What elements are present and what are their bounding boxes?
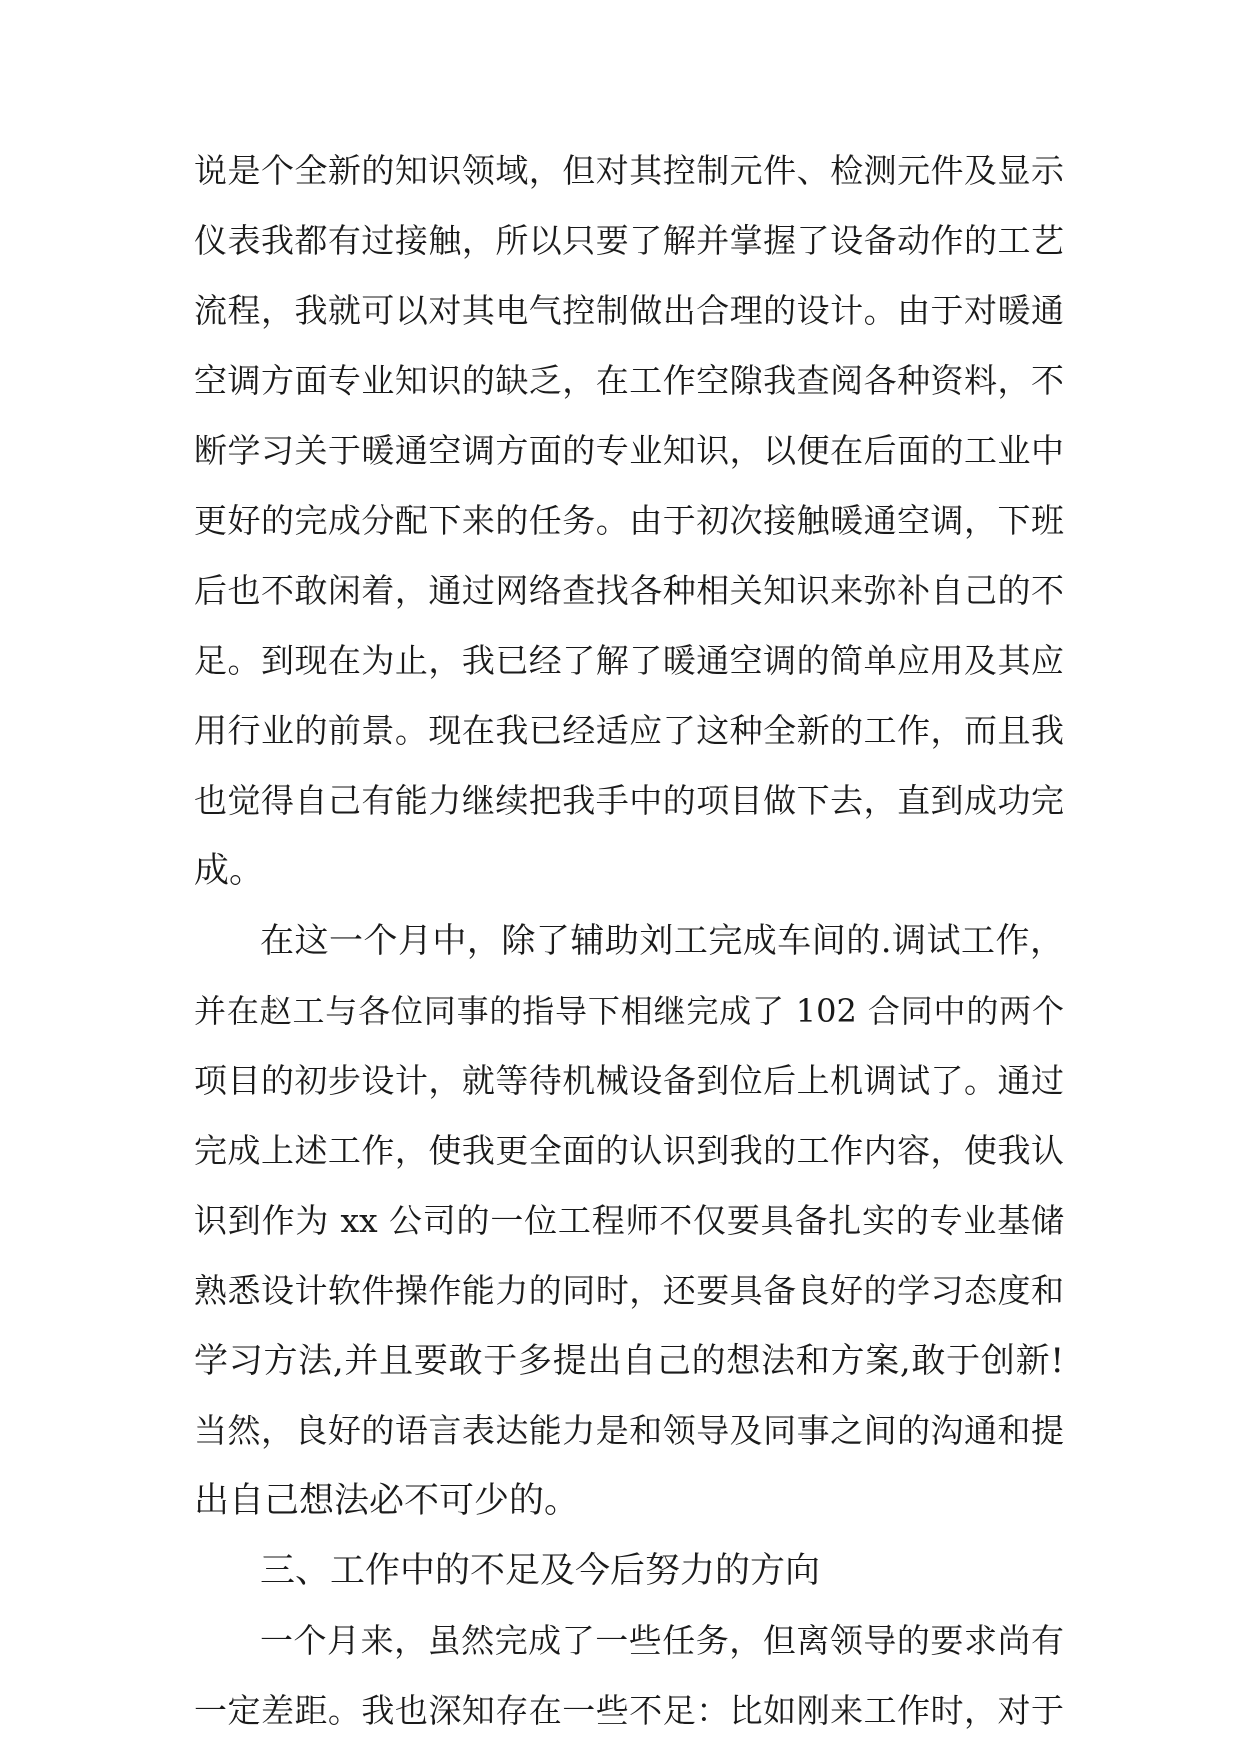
paragraph-first-line: 在这一个月中，除了辅助刘工完成车间的.调试工作， bbox=[260, 921, 1064, 961]
text-line: 学习方法,并且要敢于多提出自己的想法和方案,敢于创新! bbox=[194, 1341, 1064, 1381]
text-line: 出自己想法必不可少的。 bbox=[194, 1481, 580, 1521]
text-line: 成。 bbox=[194, 851, 265, 891]
text-line: 仪表我都有过接触，所以只要了解并掌握了设备动作的工艺 bbox=[194, 221, 1064, 260]
text-line: 更好的完成分配下来的任务。由于初次接触暖通空调，下班 bbox=[194, 501, 1064, 540]
text-line: 熟悉设计软件操作能力的同时，还要具备良好的学习态度和 bbox=[194, 1271, 1064, 1310]
paragraph-first-line: 一个月来，虽然完成了一些任务，但离领导的要求尚有 bbox=[260, 1621, 1064, 1660]
text-line: 并在赵工与各位同事的指导下相继完成了 102 合同中的两个 bbox=[194, 992, 1064, 1030]
text-line: 用行业的前景。现在我已经适应了这种全新的工作，而且我 bbox=[194, 711, 1064, 750]
text-line: 一定差距。我也深知存在一些不足：比如刚来工作时，对于 bbox=[194, 1691, 1064, 1730]
text-line: 当然，良好的语言表达能力是和领导及同事之间的沟通和提 bbox=[194, 1411, 1064, 1450]
section-heading: 三、工作中的不足及今后努力的方向 bbox=[260, 1551, 821, 1591]
text-line: 后也不敢闲着，通过网络查找各种相关知识来弥补自己的不 bbox=[194, 571, 1064, 610]
text-line: 项目的初步设计，就等待机械设备到位后上机调试了。通过 bbox=[194, 1061, 1064, 1100]
text-line: 断学习关于暖通空调方面的专业知识，以便在后面的工业中 bbox=[194, 431, 1064, 470]
text-line: 流程，我就可以对其电气控制做出合理的设计。由于对暖通 bbox=[194, 291, 1064, 330]
text-line: 说是个全新的知识领域，但对其控制元件、检测元件及显示 bbox=[194, 151, 1064, 190]
text-line: 识到作为 xx 公司的一位工程师不仅要具备扎实的专业基储 bbox=[194, 1201, 1064, 1240]
text-line: 也觉得自己有能力继续把我手中的项目做下去，直到成功完 bbox=[194, 781, 1064, 820]
text-line: 足。到现在为止，我已经了解了暖通空调的简单应用及其应 bbox=[194, 641, 1064, 680]
text-line: 空调方面专业知识的缺乏，在工作空隙我查阅各种资料，不 bbox=[194, 361, 1064, 400]
text-line: 完成上述工作，使我更全面的认识到我的工作内容，使我认 bbox=[194, 1131, 1064, 1170]
